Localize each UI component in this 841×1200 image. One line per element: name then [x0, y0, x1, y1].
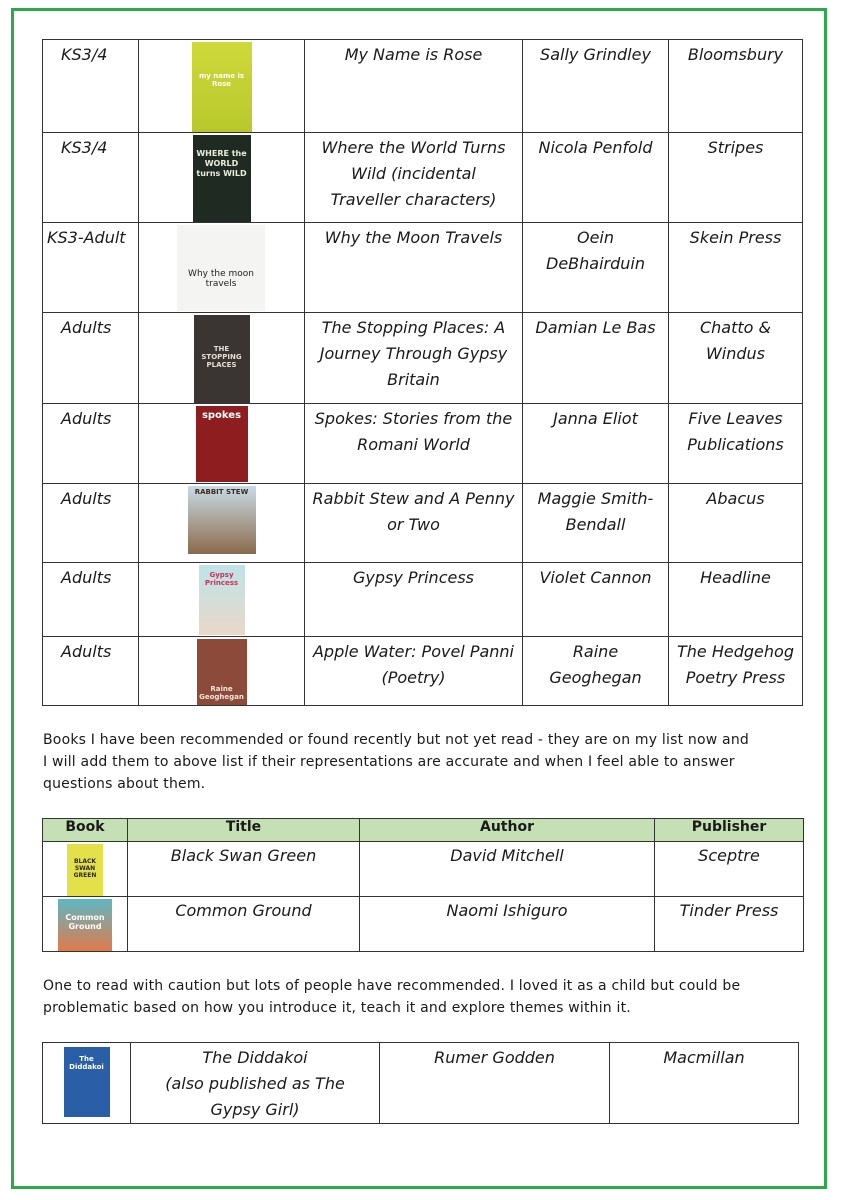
book-cover-image: RABBIT STEW: [188, 486, 256, 554]
book-cover-image: Common Ground: [58, 899, 112, 951]
title-cell: Rabbit Stew and A Penny or Two: [305, 484, 523, 563]
stage-cell: Adults: [43, 313, 139, 404]
title-cell: Why the Moon Travels: [305, 223, 523, 313]
header-book: Book: [43, 819, 128, 842]
author-cell: David Mitchell: [360, 842, 655, 897]
cover-cell: [139, 637, 305, 706]
caution-book-table: [42, 1042, 799, 1124]
stage-cell: Adults: [43, 484, 139, 563]
book-cover-image: THE STOPPING PLACES: [194, 315, 250, 403]
cover-cell: [139, 404, 305, 484]
header-author: Author: [360, 819, 655, 842]
title-cell: The Stopping Places: A Journey Through Gypsy Britain: [305, 313, 523, 404]
title-cell: My Name is Rose: [305, 40, 523, 133]
stage-cell: Adults: [43, 404, 139, 484]
author-cell: Maggie Smith- Bendall: [523, 484, 669, 563]
table-row: [43, 133, 803, 223]
table-row: [43, 637, 803, 706]
header-title: Title: [128, 819, 360, 842]
book-cover-image: Gypsy Princess: [199, 565, 245, 635]
publisher-cell: Skein Press: [669, 223, 803, 313]
stage-cell: KS3/4: [43, 133, 139, 223]
book-cover-image: Why the moon travels: [177, 225, 265, 311]
publisher-cell: Chatto & Windus: [669, 313, 803, 404]
table-row: [43, 1043, 799, 1124]
author-cell: Rumer Godden: [380, 1043, 610, 1124]
table-row: [43, 563, 803, 637]
publisher-cell: Macmillan: [610, 1043, 799, 1124]
publisher-cell: Sceptre: [655, 842, 804, 897]
publisher-cell: Tinder Press: [655, 897, 804, 952]
publisher-cell: The Hedgehog Poetry Press: [669, 637, 803, 706]
publisher-cell: Headline: [669, 563, 803, 637]
publisher-cell: Stripes: [669, 133, 803, 223]
title-cell: Where the World Turns Wild (incidental Traveller characters): [305, 133, 523, 223]
table-row: [43, 223, 803, 313]
author-cell: Janna Eliot: [523, 404, 669, 484]
table-row: [43, 404, 803, 484]
title-cell: Common Ground: [128, 897, 360, 952]
header-publisher: Publisher: [655, 819, 804, 842]
title-cell: Gypsy Princess: [305, 563, 523, 637]
book-cover-image: The Diddakoi: [64, 1047, 110, 1117]
author-cell: Violet Cannon: [523, 563, 669, 637]
title-cell: Spokes: Stories from the Romani World: [305, 404, 523, 484]
cover-cell: [139, 484, 305, 563]
publisher-cell: Five Leaves Publications: [669, 404, 803, 484]
author-cell: Oein DeBhairduin: [523, 223, 669, 313]
recommended-paragraph: Books I have been recommended or found recently but not yet read - they are on my list now and I will add them to above list if their representations are accurate and when I feel able to answer questions about them.: [43, 732, 749, 792]
table-header-row: [43, 819, 804, 842]
cover-cell: [139, 223, 305, 313]
cover-cell: [139, 563, 305, 637]
publisher-cell: Bloomsbury: [669, 40, 803, 133]
cover-cell: [139, 313, 305, 404]
book-cover-image: Raine Geoghegan: [197, 639, 247, 705]
book-cover-image: WHERE the WORLD turns WILD: [193, 135, 251, 222]
cover-cell: [139, 133, 305, 223]
stage-cell: Adults: [43, 637, 139, 706]
cover-cell: [43, 842, 128, 897]
table-row: [43, 842, 804, 897]
cover-cell: [43, 1043, 131, 1124]
title-cell: Black Swan Green: [128, 842, 360, 897]
title-cell: The Diddakoi (also published as The Gypsy Girl): [131, 1043, 380, 1124]
author-cell: Naomi Ishiguro: [360, 897, 655, 952]
book-cover-image: my name is Rose: [192, 42, 252, 132]
table-row: [43, 40, 803, 133]
stage-cell: KS3-Adult: [43, 223, 139, 313]
publisher-cell: Abacus: [669, 484, 803, 563]
recent-books-table: [42, 818, 804, 952]
table-row: [43, 313, 803, 404]
caution-paragraph: One to read with caution but lots of people have recommended. I loved it as a child but could be problematic based on how you introduce it, teach it and explore themes within it.: [43, 978, 741, 1016]
author-cell: Damian Le Bas: [523, 313, 669, 404]
author-cell: Sally Grindley: [523, 40, 669, 133]
author-cell: Raine Geoghegan: [523, 637, 669, 706]
book-cover-image: spokes: [196, 406, 248, 482]
author-cell: Nicola Penfold: [523, 133, 669, 223]
title-cell: Apple Water: Povel Panni (Poetry): [305, 637, 523, 706]
stage-cell: KS3/4: [43, 40, 139, 133]
main-book-table: [42, 39, 803, 706]
cover-cell: [43, 897, 128, 952]
table-row: [43, 484, 803, 563]
table-row: [43, 897, 804, 952]
stage-cell: Adults: [43, 563, 139, 637]
cover-cell: [139, 40, 305, 133]
book-cover-image: BLACK SWAN GREEN: [67, 844, 103, 896]
